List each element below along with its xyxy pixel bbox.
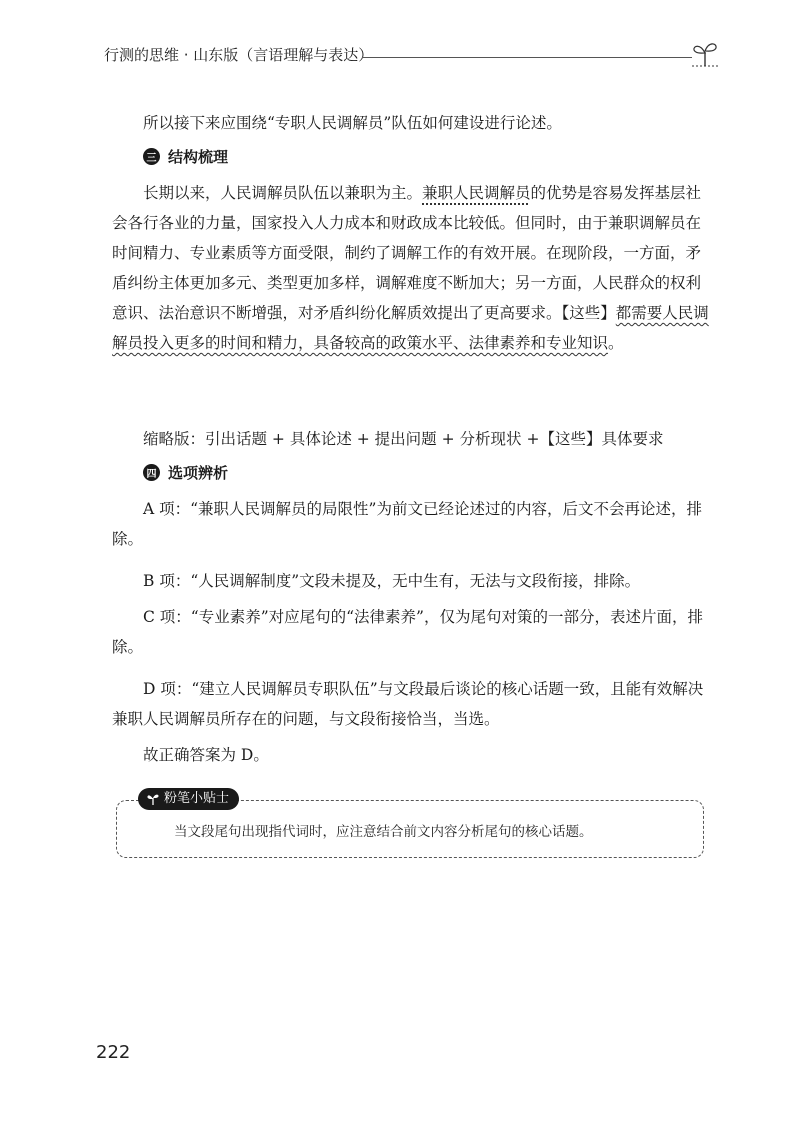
section-title: 选项辨析 (168, 464, 229, 482)
option-a: A 项：“兼职人民调解员的局限性”为前文已经论述过的内容，后文不会再论述，排除。 (112, 500, 702, 548)
book-title: 行测的思维 · 山东版（言语理解与表达） (104, 46, 374, 64)
section-options-heading (143, 462, 228, 483)
page-number: 222 (96, 1042, 131, 1063)
running-header (104, 38, 716, 78)
option-d: D 项：“建立人民调解员专职队伍”与文段最后谈论的核心话题一致，且能有效解决兼职人民调解员所存在的问题，与文段衔接恰当，当选。 (112, 680, 704, 728)
structure-text: 的优势是容易发挥基层社会各行各业的力量，国家投入人力成本和财政成本比较低。但同时，由于兼职调解员在时间精力、专业素质等方面受限，制约了调解工作的有效开展。在现阶段，一方面，矛盾纠纷主体更加多元、类型更加多样，调解难度不断加大；另一方面，人民群众的权利意识、法治意识不断增强，对矛盾纠纷化解质效提出了更高要求。【这些】 (112, 184, 702, 322)
section-badge: 四 (143, 464, 160, 481)
structure-text: 。 (608, 334, 624, 352)
section-structure-heading (143, 146, 228, 167)
section-badge: 三 (143, 148, 160, 165)
section-title: 结构梳理 (168, 148, 229, 166)
option-c: C 项：“专业素养”对应尾句的“法律素养”，仅为尾句对策的一部分，表述片面，排除。 (112, 608, 703, 656)
emphasis-wavy: 都需要人民调解员投入更多的时间和精力，具备较高的政策水平、法律素养和专业知识 (112, 304, 709, 352)
sprout-icon (146, 792, 160, 806)
summary-line: 缩略版：引出话题 + 具体论述 + 提出问题 + 分析现状 +【这些】具体要求 (143, 430, 664, 448)
emphasis-dotted: 兼职人民调解员 (422, 184, 531, 202)
tip-label-text: 粉笔小贴士 (164, 791, 230, 806)
tip-label (138, 788, 239, 810)
tip-text: 当文段尾句出现指代词时，应注意结合前文内容分析尾句的核心话题。 (174, 824, 593, 840)
sprout-icon (690, 38, 720, 68)
structure-text: 长期以来，人民调解员队伍以兼职为主。 (143, 184, 423, 202)
option-b: B 项：“人民调解制度”文段未提及，无中生有，无法与文段衔接，排除。 (143, 572, 641, 590)
intro-paragraph: 所以接下来应围绕“专职人民调解员”队伍如何建设进行论述。 (143, 114, 562, 132)
header-rule (362, 57, 692, 58)
answer-line: 故正确答案为 D。 (143, 746, 269, 764)
structure-paragraph (112, 178, 712, 358)
